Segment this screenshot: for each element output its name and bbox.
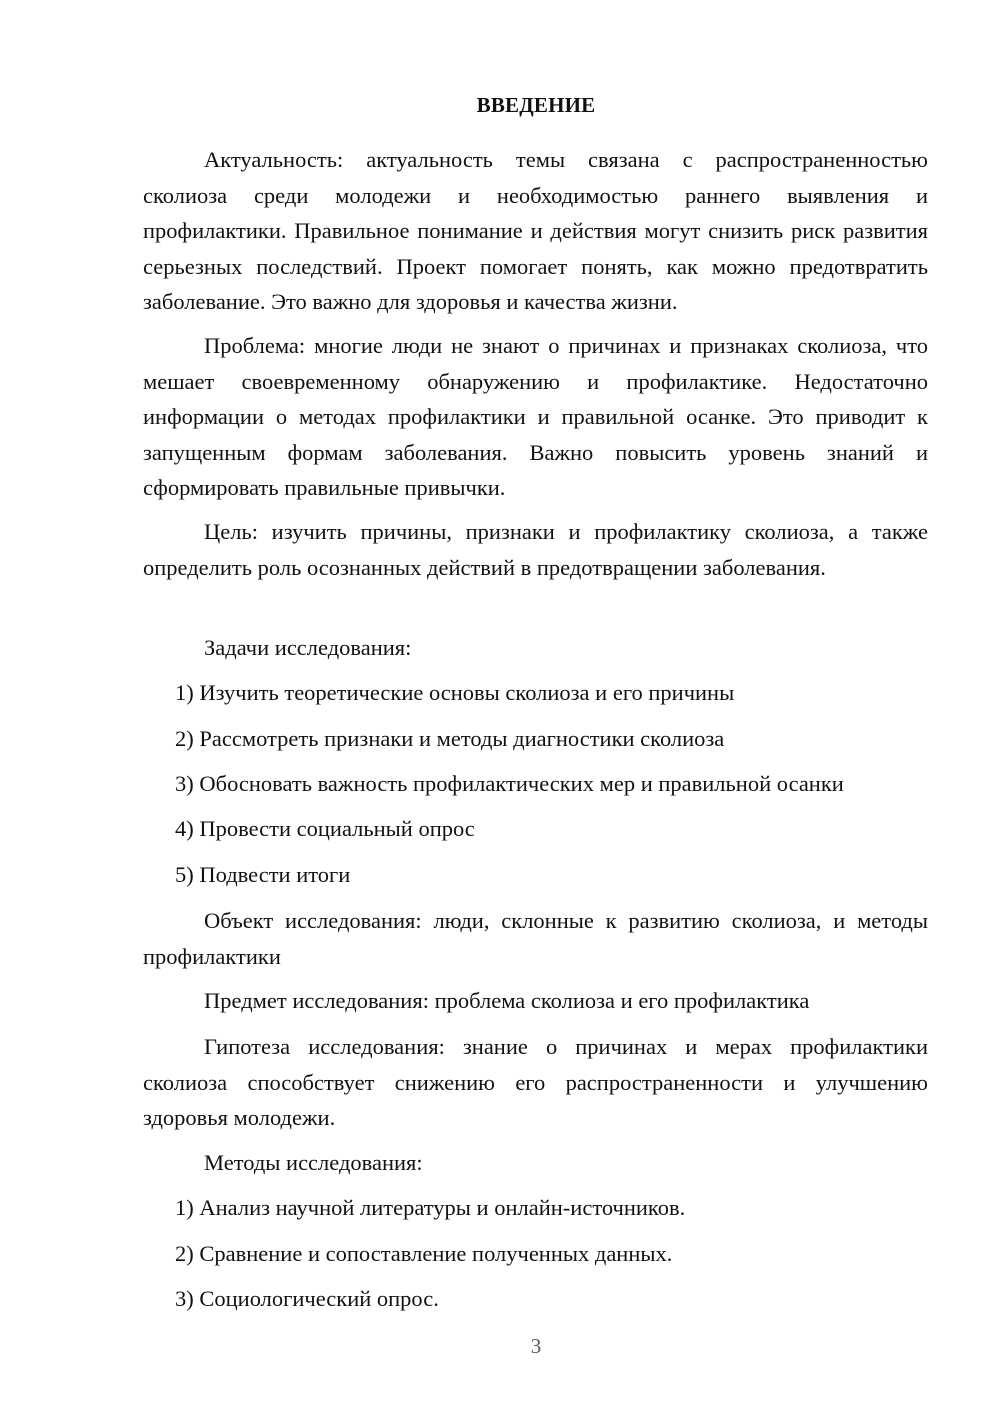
problem-paragraph: Проблема: многие люди не знают о причинах и признаках сколиоза, что мешает своевременному обнаружению и профилактике. Недостаточно информации о методах профилактики и правильной осанке. Это приводит к запущенным формам заболевания. Важно повысить уровень знаний и сформировать правильные привычки. (143, 333, 928, 500)
section-title: ВВЕДЕНИЕ (476, 93, 596, 117)
task-item-3: 3) Обосновать важность профилактических мер и правильной осанки (175, 771, 844, 796)
relevance-paragraph: Актуальность: актуальность темы связана с распространенностью сколиоза среди молодежи и необходимостью раннего выявления и профилактики. Правильное понимание и действия могут снизить риск развития серьезных последствий. Проект помогает понять, как можно предотвратить заболевание. Это важно для здоровья и качества жизни. (143, 147, 928, 314)
task-item-1: 1) Изучить теоретические основы сколиоза и его причины (175, 680, 735, 705)
methods-heading: Методы исследования: (204, 1150, 423, 1175)
method-item-2: 2) Сравнение и сопоставление полученных данных. (175, 1241, 673, 1266)
task-item-5: 5) Подвести итоги (175, 862, 351, 887)
task-item-2: 2) Рассмотреть признаки и методы диагностики сколиоза (175, 726, 725, 751)
subject-paragraph: Предмет исследования: проблема сколиоза и его профилактика (204, 988, 810, 1013)
task-item-4: 4) Провести социальный опрос (175, 816, 475, 841)
object-paragraph: Объект исследования: люди, склонные к развитию сколиоза, и методы профилактики (143, 908, 928, 969)
method-item-1: 1) Анализ научной литературы и онлайн-источников. (175, 1195, 686, 1220)
tasks-heading: Задачи исследования: (204, 635, 412, 660)
page-number: 3 (530, 1334, 542, 1358)
hypothesis-paragraph: Гипотеза исследования: знание о причинах и мерах профилактики сколиоза способствует снижению его распространенности и улучшению здоровья молодежи. (143, 1034, 928, 1130)
goal-paragraph: Цель: изучить причины, признаки и профилактику сколиоза, а также определить роль осознанных действий в предотвращении заболевания. (143, 519, 928, 580)
method-item-3: 3) Социологический опрос. (175, 1286, 439, 1311)
